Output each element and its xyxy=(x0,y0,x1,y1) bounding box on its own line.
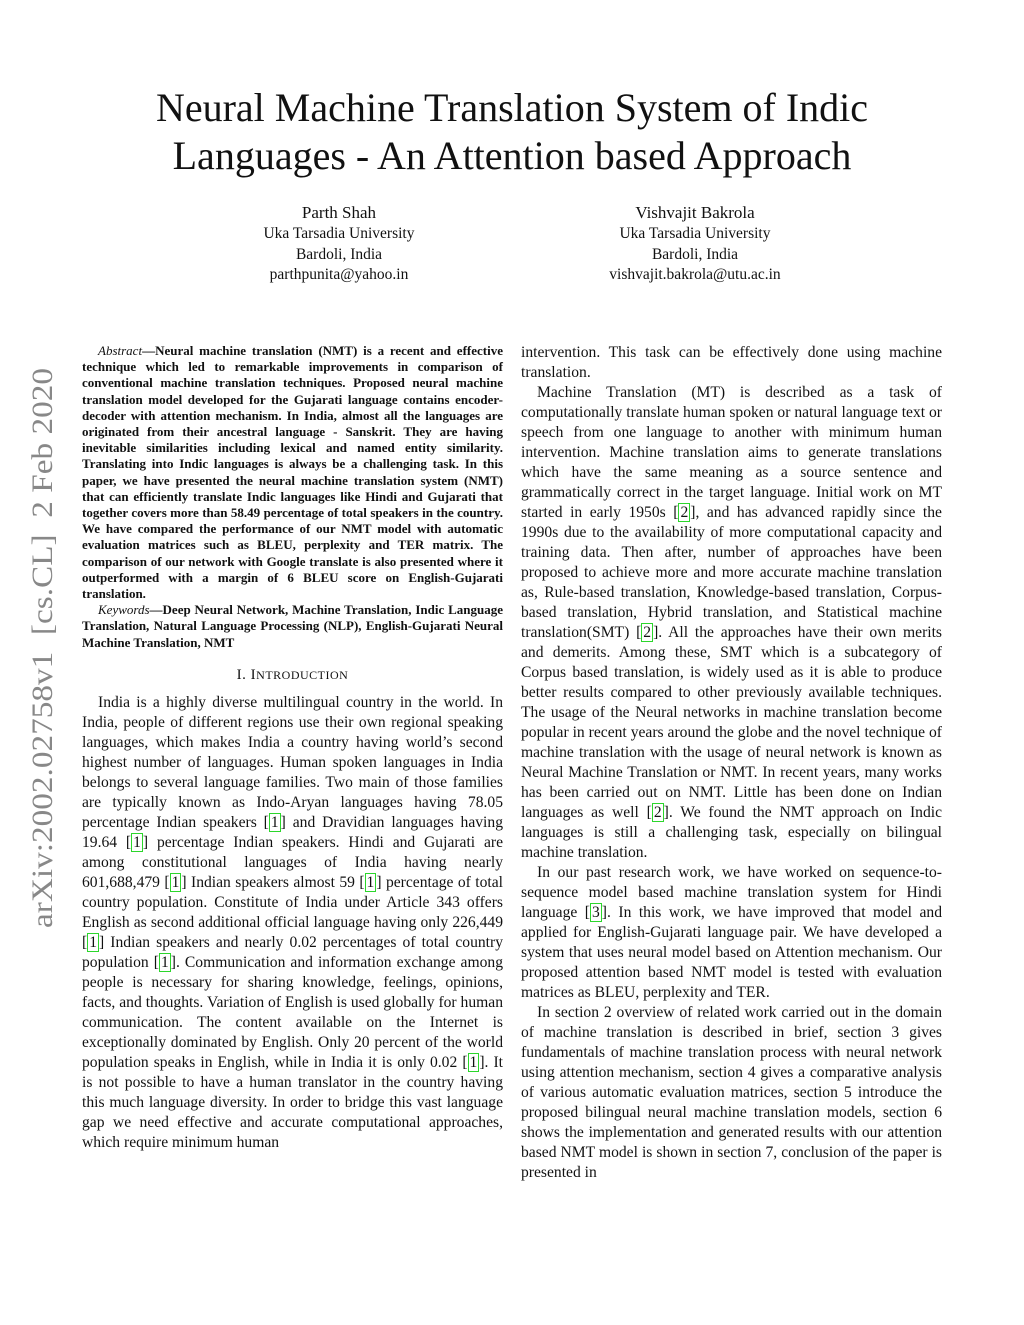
citation-link[interactable]: 1 xyxy=(89,933,97,951)
body-text: . We found the NMT approach on Indic languages is still a challenging task, especially on bilingual machine translation. xyxy=(521,804,943,861)
keywords-label: Keywords xyxy=(98,602,150,618)
body-text: , and has advanced rapidly since the 1990s due to the availability of more computational capacity and training data. Then after, number of approaches have been proposed to achieve more and more accurate machine translation as, Rule-based translation, Knowledge-based translation, Corpus-based translation, Hybrid translation, and Statistical machine translation(SMT) xyxy=(521,504,942,641)
citation-link[interactable]: 1 xyxy=(270,813,279,831)
section-heading-introduction xyxy=(82,665,503,685)
intro-text: percentage Indian speakers. Hindi and Gujarati are among constitutional languages of India having nearly 601,688,479 xyxy=(82,833,504,891)
body-paragraph: Machine Translation (MT) is described as a task of computationally translate human spoken or natural language text or speech from one language to another with minimum human intervention. Machine translation aims to generate translations which have the same meaning as a source sentence and grammatically correct in the target language. Initial work on MT started in early 1950s [ 2 ], and has advanced rapidly since the 1990s due to the availability of more computational capacity and training data. Then after, number of approaches have been proposed to achieve more and more accurate machine translation as, Rule-based translation, Knowledge-based translation, Corpus-based translation, Hybrid translation, and Statistical machine translation(SMT) [ 2 ]. All the approaches have their own merits and demerits. Among these, SMT which is a subcategory of Corpus based translation, is widely used as it is able to produce better results compared to other previously available techniques. The usage of the Neural networks in machine translation become popular in recent years around the globe and the novel technique of machine translation with the usage of neural network is known as Neural Machine Translation or NMT. In recent years, many works has been carried out on NMT. Little has been done on Indian languages as well [ 2 ]. We found the NMT approach on Indic languages is still a challenging task, especially on bilingual machine translation. xyxy=(521,384,943,861)
author-location: Bardoli, India xyxy=(295,245,383,263)
arxiv-stamp-text: arXiv:2002.02758v1 [cs.CL] 2 Feb 2020 xyxy=(26,423,59,928)
abstract-paragraph xyxy=(82,343,503,602)
body-paragraph: In our past research work, we have worked on sequence-to-sequence model based machine translation system for Hindi language [ 3 ]. In this work, we have improved that model and applied for English-Gujarati language pair. We have developed a system that uses neural model based on Attention mechanism. Our proposed attention based NMT model is tested with evaluation matrices as BLEU, perplexity and TER. xyxy=(521,864,942,1001)
intro-text: and Dravidian languages having 19.64 xyxy=(82,813,503,851)
citation-link[interactable]: 2 xyxy=(653,804,662,821)
intro-text: . It is not possible to have a human translator in the country having this much language diversity. In order to bridge this vast language gap we need effective and accurate computational approaches, which require minimum human xyxy=(82,1053,503,1151)
author-location: Bardoli, India xyxy=(651,245,739,263)
intro-text: Indian speakers and nearly 0.02 percentages of total country population xyxy=(82,933,503,971)
paper-title-line-2: Languages - An Attention based Approach xyxy=(172,133,852,178)
citation-link[interactable]: 2 xyxy=(680,504,689,521)
author-email: parthpunita@yahoo.in xyxy=(269,266,409,283)
author-affiliation: Uka Tarsadia University xyxy=(263,225,415,242)
paper-title xyxy=(112,84,912,180)
intro-paragraph: India is a highly diverse multilingual country in the world. In India, people of different regions use their own regional speaking languages, which makes India a country having world’s second highest number of languages. Human spoken languages in India belongs to several language families. Two main of those families are typically known as Indo-Aryan languages having 78.05 percentage Indian speakers [ 1 ] and Dravidian languages having 19.64 [ 1 ] percentage Indian speakers. Hindi and Gujarati are among constitutional languages of India having nearly 601,688,479 [ 1 ] Indian speakers almost 59 [ 1 ] percentage of total country population. Constitute of India under Article 343 offers English as second additional official language having only 226,449 [ 1 ] Indian speakers and nearly 0.02 percentages of total country population [ 1 ]. Communication and information exchange among people is necessary for sharing knowledge, feelings, opinions, facts, and thoughts. Variation of English is used globally for human communication. The content available on the Internet is exceptionally dominated by English. Only 20 percent of the world population speaks in English, while in India it is only 0.02 [ 1 ]. It is not possible to have a human translator in the country having this much language diversity. In order to bridge this vast language gap we need effective and accurate computational approaches, which require minimum human xyxy=(82,693,504,1151)
citation-link[interactable]: 2 xyxy=(643,624,652,641)
intro-text: Indian speakers almost 59 xyxy=(186,873,360,891)
abstract-text: —Neural machine translation (NMT) is a recent and effective technique which led to remarkable improvements in comparison of conventional machine translation techniques. Proposed neural machine translation model developed for the Gujarati language contains encoder-decoder with attention mechanism. In India, almost all the languages are originated from their ancestral language - Sanskrit. They are having inevitable similarities including lexical and named entity similarity. Translating into Indic languages is always be a challenging task. In this paper, we have presented the neural machine translation system (NMT) that can efficiently translate Indic languages like Hindi and Gujarati that together covers more than 58.49 percentage of total speakers in the country. We have compared the performance of our NMT model with automatic evaluation matrices such as BLEU, perplexity and TER matrix. The comparison of our network with Google translate is also presented where it outperformed with a margin of 6 BLEU score on English-Gujarati translation. xyxy=(82,343,503,602)
citation-link[interactable]: 1 xyxy=(469,1053,478,1071)
author-block-1 xyxy=(199,202,479,286)
keywords-paragraph xyxy=(82,602,503,651)
citation-link[interactable]: 1 xyxy=(160,953,169,971)
intro-text: . Communication and information exchange among people is necessary for sharing knowledge, feelings, opinions, facts, and thoughts. Variation of English is used globally for human communication. The content available on the Internet is exceptionally dominated by English. Only 20 percent of the world population speaks in English, while in India it is only 0.02 xyxy=(82,953,503,1071)
section-number: I. xyxy=(236,666,247,683)
left-column xyxy=(82,343,503,1153)
intro-text: India is a highly diverse multilingual country in the world. In India, people of different regions use their own regional speaking languages, which makes India a country having world’s second highest number of languages. Human spoken languages in India belongs to several language families. Two main of those families are typically known as Indo-Aryan languages having 78.05 percentage Indian speakers xyxy=(82,693,503,831)
right-column xyxy=(521,343,942,1183)
author-email: vishvajit.bakrola@utu.ac.in xyxy=(609,266,781,283)
abstract-label: Abstract xyxy=(98,343,143,358)
body-paragraph: intervention. This task can be effectively done using machine translation. xyxy=(521,344,942,381)
body-text: In our past research work, we have worked on sequence-to-sequence model based machine translation system for Hindi language xyxy=(521,864,942,921)
author-affiliation: Uka Tarsadia University xyxy=(619,225,771,242)
body-text: Machine Translation (MT) is described as a task of computationally translate human spoken or natural language text or speech from one language to another with minimum human intervention. Machine translation aims to generate translations which have the same meaning as a source sentence and grammatically correct in the target language. Initial work on MT started in early 1950s xyxy=(521,384,942,521)
body-paragraph: In section 2 overview of related work carried out in the domain of machine translation is described in brief, section 3 gives fundamentals of machine translation process with neural network using attention mechanism, section 4 gives a comparative analysis of various automatic evaluation matrices, section 5 introduce the proposed bilingual neural machine translation models, section 6 shows the implementation and generated results with our attention based NMT model is shown in section 7, conclusion of the paper is presented in xyxy=(521,1004,942,1181)
citation-link[interactable]: 1 xyxy=(171,873,180,891)
keywords-text: —Deep Neural Network, Machine Translation, Indic Language Translation, Natural Language Processing (NLP), English-Gujarati Neural Machine Translation, NMT xyxy=(82,602,503,650)
paper-title-line-1: Neural Machine Translation System of Indic xyxy=(155,85,869,130)
body-text: . All the approaches have their own merits and demerits. Among these, SMT which is a subcategory of Corpus based translation, is widely used as it is able to produce better results compared to other previously available techniques. The usage of the Neural networks in machine translation become popular in recent years around the globe and the novel technique of machine translation with the usage of neural network is known as Neural Machine Translation or NMT. In recent years, many works has been carried out on NMT. Little has been done on Indian languages as well xyxy=(521,624,943,821)
citation-link[interactable]: 3 xyxy=(591,904,600,921)
section-title-initial: I xyxy=(250,666,257,683)
citation-link[interactable]: 1 xyxy=(133,833,141,851)
intro-text: percentage of total country population. Constitute of India under Article 343 offers English as second additional official language having only 226,449 xyxy=(82,873,503,931)
author-name: Parth Shah xyxy=(301,203,377,222)
arxiv-stamp xyxy=(18,368,62,928)
citation-link[interactable]: 1 xyxy=(366,873,375,891)
body-text: . In this work, we have improved that model and applied for English-Gujarati language pair. We have developed a system that uses neural model based on Attention mechanism. Our proposed attention based NMT model is tested with evaluation matrices as BLEU, perplexity and TER. xyxy=(521,904,942,1001)
abstract xyxy=(82,343,503,651)
author-name: Vishvajit Bakrola xyxy=(635,203,755,222)
section-title-rest: NTRODUCTION xyxy=(256,667,349,682)
author-block-2 xyxy=(555,202,835,286)
